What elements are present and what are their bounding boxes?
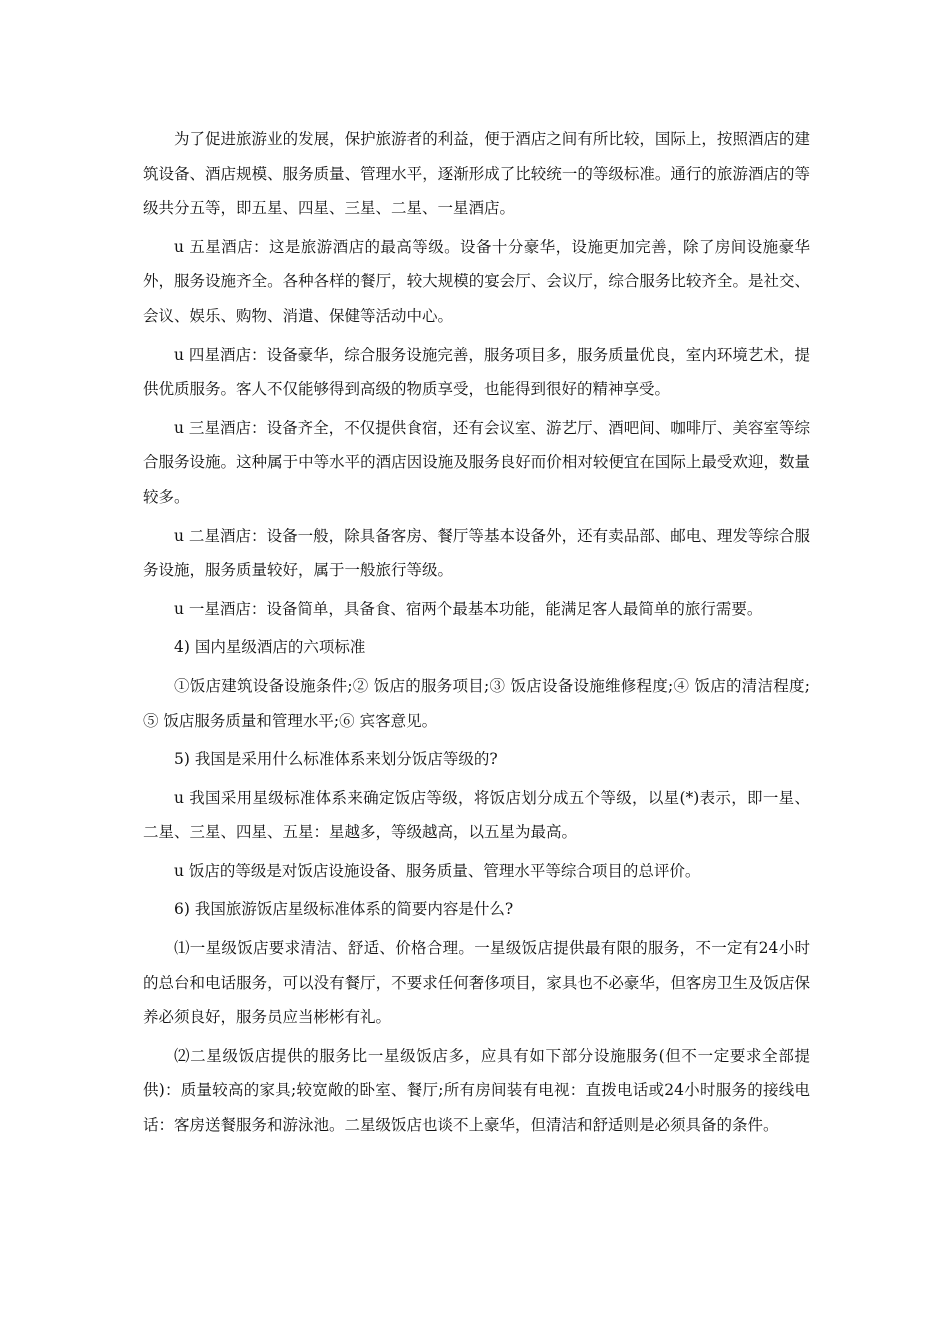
paragraph-four-star: u 四星酒店：设备豪华，综合服务设施完善，服务项目多，服务质量优良，室内环境艺术，提供优质服务。客人不仅能够得到高级的物质享受，也能得到很好的精神享受。 <box>143 345 810 399</box>
paragraph-five-star: u 五星酒店：这是旅游酒店的最高等级。设备十分豪华，设施更加完善，除了房间设施豪华外，服务设施齐全。各种各样的餐厅，较大规模的宴会厅、会议厅，综合服务比较齐全。是社交、会议、娱乐、购物、消遣、保健等活动中心。 <box>143 237 810 325</box>
paragraph-three-star: u 三星酒店：设备齐全，不仅提供食宿，还有会议室、游艺厅、酒吧间、咖啡厅、美容室等综合服务设施。这种属于中等水平的酒店因设施及服务良好而价相对较便宜在国际上最受欢迎，数量较多。 <box>143 418 810 506</box>
section-heading-5: 5) 我国是采用什么标准体系来划分饭店等级的? <box>174 750 498 769</box>
paragraph-one-star-hotel: ⑴一星级饭店要求清洁、舒适、价格合理。一星级饭店提供最有限的服务，不一定有24小时的总台和电话服务，可以没有餐厅，不要求任何奢侈项目，家具也不必豪华，但客房卫生及饭店保养必须良好，服务员应当彬彬有礼。 <box>143 939 810 1027</box>
paragraph-star-system: u 我国采用星级标准体系来确定饭店等级，将饭店划分成五个等级，以星(*)表示，即一星、二星、三星、四星、五星：星越多，等级越高，以五星为最高。 <box>143 788 810 842</box>
paragraph-two-star-hotel: ⑵二星级饭店提供的服务比一星级饭店多，应具有如下部分设施服务(但不一定要求全部提供)：质量较高的家具;较宽敞的卧室、餐厅;所有房间装有电视：直拨电话或24小时服务的接线电话：客房送餐服务和游泳池。二星级饭店也谈不上豪华，但清洁和舒适则是必须具备的条件。 <box>143 1046 810 1135</box>
paragraph-six-standards: ①饭店建筑设备设施条件;② 饭店的服务项目;③ 饭店设备设施维修程度;④ 饭店的清洁程度;⑤ 饭店服务质量和管理水平;⑥ 宾客意见。 <box>143 676 810 730</box>
document-body <box>143 122 810 1147</box>
paragraph-one-star: u 一星酒店：设备简单，具备食、宿两个最基本功能，能满足客人最简单的旅行需要。 <box>174 599 763 618</box>
section-heading-4: 4) 国内星级酒店的六项标准 <box>174 638 366 657</box>
paragraph-rating-evaluation: u 饭店的等级是对饭店设施设备、服务质量、管理水平等综合项目的总评价。 <box>174 861 701 880</box>
paragraph-intro: 为了促进旅游业的发展，保护旅游者的利益，便于酒店之间有所比较，国际上，按照酒店的建筑设备、酒店规模、服务质量、管理水平，逐渐形成了比较统一的等级标准。通行的旅游酒店的等级共分五等，即五星、四星、三星、二星、一星酒店。 <box>143 130 810 218</box>
section-heading-6: 6) 我国旅游饭店星级标准体系的简要内容是什么? <box>174 900 514 919</box>
paragraph-two-star: u 二星酒店：设备一般，除具备客房、餐厅等基本设备外，还有卖品部、邮电、理发等综合服务设施，服务质量较好，属于一般旅行等级。 <box>143 526 810 580</box>
